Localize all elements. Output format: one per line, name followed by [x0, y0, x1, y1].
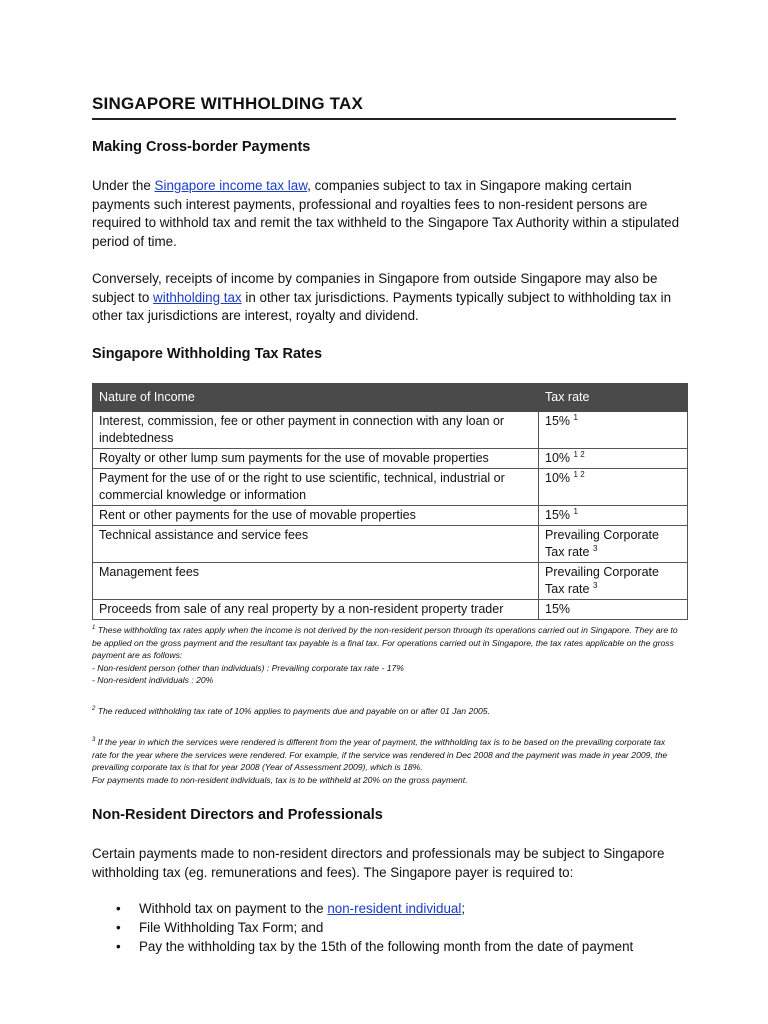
list-item	[92, 937, 682, 956]
footnote-mark: 1	[92, 625, 96, 632]
bullet-icon: •	[116, 939, 121, 954]
list-item-text: Pay the withholding tax by the 15th of the following month from the date of payment	[139, 939, 634, 954]
footnote-ref: 3	[592, 580, 598, 590]
footnote-1	[92, 624, 682, 687]
footnote-line: - Non-resident person (other than individuals) : Prevailing corporate tax rate - 17%	[92, 662, 404, 673]
rate-value: Prevailing Corporate Tax rate	[545, 528, 659, 559]
paragraph-text: in other tax jurisdictions. Payments typically subject to withholding tax in other tax jurisdictions are interest, royalty and dividend.	[92, 289, 672, 324]
footnote-text: The reduced withholding tax rate of 10% applies to payments due and payable on or after 01 Jan 2005.	[97, 706, 490, 716]
footnote-ref: 1 2	[573, 449, 585, 459]
nature-cell: Royalty or other lump sum payments for the use of movable properties	[93, 449, 539, 469]
footnote-3-body	[92, 736, 682, 774]
rate-cell	[539, 469, 688, 506]
table-row	[93, 563, 688, 600]
paragraph-text: Conversely, receipts of income by companies in Singapore from outside Singapore may also be subject to	[92, 271, 658, 305]
footnote-ref: 1	[573, 412, 578, 422]
bullet-list	[92, 899, 682, 956]
rate-cell	[539, 506, 688, 526]
footnote-ref: 1	[573, 506, 578, 516]
footnote-line: For payments made to non-resident individuals, tax is to be withheld at 20% on the gross payment.	[92, 774, 468, 785]
heading-tax-rates: Singapore Withholding Tax Rates	[92, 346, 323, 362]
rate-value: 15%	[545, 508, 571, 522]
rate-value: 10%	[545, 471, 571, 485]
footnote-3	[92, 736, 682, 786]
table-row	[93, 449, 688, 469]
paragraph-income-tax-law	[92, 177, 682, 251]
nature-cell: Interest, commission, fee or other payment in connection with any loan or indebtedness	[93, 412, 539, 449]
paragraph-text: , companies subject to tax in Singapore making certain payments such interest payments, professional and royalties fees to non-resident persons are required to withhold tax and remit the tax withheld to the Singapore Tax Authority within a stipulated period of time.	[92, 178, 680, 249]
nature-cell: Management fees	[93, 563, 539, 600]
paragraph-text: Under the	[92, 178, 155, 193]
rate-value: 15%	[545, 602, 571, 616]
table-header-row	[93, 384, 688, 412]
rate-value: 15%	[545, 414, 571, 428]
footnote-2	[92, 705, 682, 718]
list-item	[92, 918, 682, 937]
table-row	[93, 600, 688, 620]
rate-cell	[539, 526, 688, 563]
nature-cell: Rent or other payments for the use of movable properties	[93, 506, 539, 526]
column-header-nature: Nature of Income	[93, 384, 539, 412]
page-title: SINGAPORE WITHHOLDING TAX	[92, 94, 676, 120]
heading-non-resident-directors: Non-Resident Directors and Professionals	[92, 807, 383, 823]
nature-cell: Technical assistance and service fees	[93, 526, 539, 563]
list-item	[92, 899, 682, 918]
footnote-mark: 3	[92, 737, 96, 744]
table-row	[93, 469, 688, 506]
link-singapore-income-tax-law[interactable]: Singapore income tax law	[154, 178, 308, 193]
list-item-text: File Withholding Tax Form; and	[139, 920, 324, 935]
footnote-text: These withholding tax rates apply when the income is not derived by the non-resident person through its operations carried out in Singapore. They are to be applied on the gross payment and the resultant tax payable is a final tax. For operations carried out in Singapore, the tax rates applicable on the gross payment are as follows:	[92, 625, 678, 661]
paragraph-non-resident: Certain payments made to non-resident directors and professionals may be subject to Singapore withholding tax (eg. remunerations and fees). The Singapore payer is required to:	[92, 846, 665, 880]
list-item-text: Withhold tax on payment to the	[139, 901, 328, 916]
rate-value: 10%	[545, 451, 571, 465]
nature-cell: Proceeds from sale of any real property by a non-resident property trader	[93, 600, 539, 620]
rate-cell	[539, 412, 688, 449]
footnote-line: - Non-resident individuals : 20%	[92, 675, 214, 686]
footnote-1-body	[92, 624, 682, 662]
rate-value: Prevailing Corporate Tax rate	[545, 565, 659, 596]
link-non-resident-individual[interactable]: non-resident individual	[327, 901, 462, 916]
heading-cross-border: Making Cross-border Payments	[92, 139, 311, 155]
link-withholding-tax[interactable]: withholding tax	[153, 289, 242, 305]
footnote-text: If the year in which the services were rendered is different from the year of payment, the withholding tax is to be based on the prevailing corporate tax rate for the year where the services were rendered. For example, if the service was rendered in Dec 2008 and the payment was made in year 2009, the prevailing corporate tax is that for year 2008 (Year of Assessment 2009), which is 18%.	[92, 737, 668, 773]
table-row	[93, 526, 688, 563]
tax-rates-table	[92, 383, 688, 620]
bullet-icon: •	[116, 901, 121, 916]
bullet-icon: •	[116, 920, 121, 935]
paragraph-conversely	[92, 270, 682, 326]
rate-cell	[539, 600, 688, 620]
rate-cell	[539, 449, 688, 469]
footnote-ref: 3	[592, 543, 598, 553]
footnote-mark: 2	[92, 706, 96, 713]
footnote-ref: 1 2	[573, 469, 585, 479]
column-header-tax-rate: Tax rate	[539, 384, 688, 412]
rate-cell	[539, 563, 688, 600]
table-row	[93, 412, 688, 449]
list-item-text: ;	[461, 901, 466, 916]
nature-cell: Payment for the use of or the right to use scientific, technical, industrial or commercial knowledge or information	[93, 469, 539, 506]
table-row	[93, 506, 688, 526]
